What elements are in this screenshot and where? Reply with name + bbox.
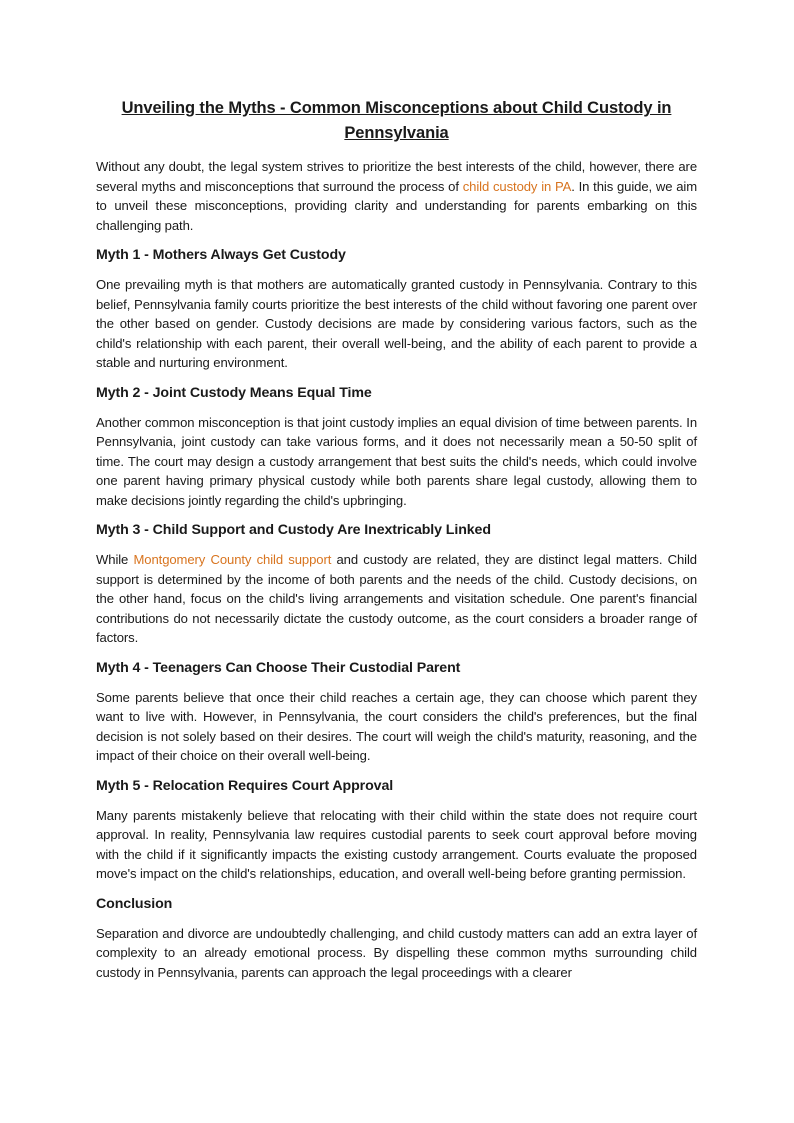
myth-3-heading: Myth 3 - Child Support and Custody Are Inextricably Linked (96, 522, 491, 538)
intro-text-after: . In this guide, we aim to unveil these misconceptions, providing clarity and understanding for parents embarking on this challenging path. (96, 178, 697, 233)
myth-4-heading: Myth 4 - Teenagers Can Choose Their Custodial Parent (96, 659, 461, 676)
myth-3-body (96, 550, 697, 648)
intro-text-before: Without any doubt, the legal system strives to prioritize the best interests of the child, however, there are several myths and misconceptions that surround the process of (96, 159, 697, 194)
myth-1-body: One prevailing myth is that mothers are automatically granted custody in Pennsylvania. Contrary to this belief, Pennsylvania family courts prioritize the best interests of the child without favoring one parent over the other based on gender. Custody decisions are made by considering various factors, such as the child's relationship with each parent, their overall well-being, and the ability of each parent to provide a stable and nurturing environment. (96, 277, 697, 370)
myth-5-body: Many parents mistakenly believe that relocating with their child within the state does not require court approval. In reality, Pennsylvania law requires custodial parents to seek court approval before moving with the child if it significantly impacts the existing custody arrangement. Courts evaluate the proposed move's impact on the child's relationships, education, and overall well-being before granting permission. (96, 807, 697, 881)
myth-4-body: Some parents believe that once their child reaches a certain age, they can choose which parent they want to live with. However, in Pennsylvania, the court considers the child's preferences, but the final decision is not solely based on their desires. The court will weigh the child's maturity, reasoning, and the impact of their choice on their overall well-being. (96, 689, 697, 763)
child-custody-pa-link[interactable]: child custody in PA (462, 178, 572, 194)
myth-5-heading: Myth 5 - Relocation Requires Court Approval (96, 777, 394, 794)
document-page (96, 96, 697, 992)
document-title: Unveiling the Myths - Common Misconceptions about Child Custody in Pennsylvania (121, 99, 672, 142)
myth-2-body: Another common misconception is that joint custody implies an equal division of time between parents. In Pennsylvania, joint custody can take various forms, and it does not necessarily mean a 50-50 split of time. The court may design a custody arrangement that best suits the child's needs, which could involve one parent having primary physical custody while both parents share legal custody, allowing them to make decisions jointly regarding the child's upbringing. (96, 414, 697, 508)
myth-1-heading: Myth 1 - Mothers Always Get Custody (96, 247, 346, 263)
conclusion-heading: Conclusion (96, 895, 173, 912)
conclusion-body: Separation and divorce are undoubtedly challenging, and child custody matters can add an extra layer of complexity to an already emotional process. By dispelling these common myths surrounding child custody in Pennsylvania, parents can approach the legal proceedings with a clearer (96, 925, 697, 980)
montgomery-county-child-support-link[interactable]: Montgomery County child support (133, 552, 332, 567)
myth-3-text-before: While (96, 552, 134, 567)
myth-2-heading: Myth 2 - Joint Custody Means Equal Time (96, 384, 372, 401)
intro-paragraph (96, 157, 697, 235)
myth-3-text-after: and custody are related, they are distinct legal matters. Child support is determined by the income of both parents and the needs of the child. Custody decisions, on the other hand, focus on the child's living arrangements and visitation schedule. One parent's financial contributions do not necessarily dictate the custody outcome, as the court considers a broader range of factors. (96, 552, 697, 645)
